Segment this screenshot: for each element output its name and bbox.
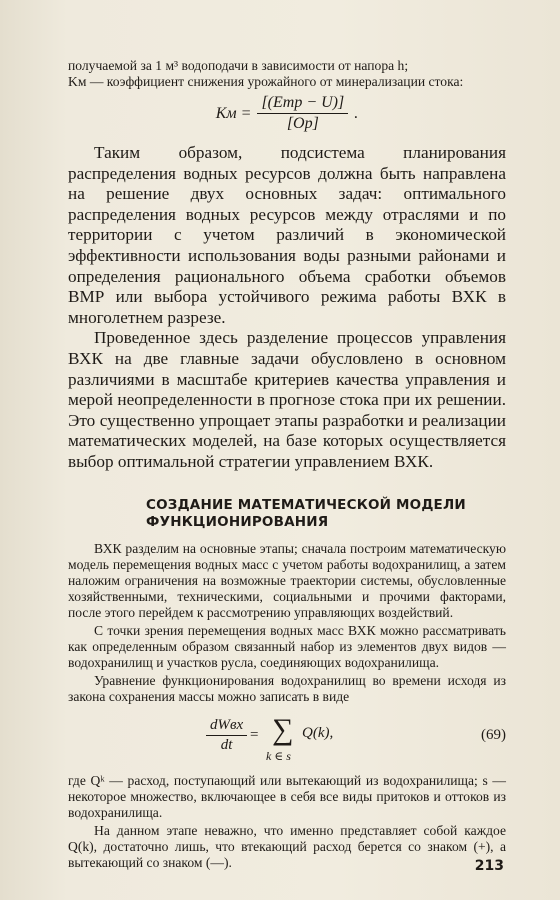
top-line-2: Kм — коэффициент снижения урожайного от минерализации стока: — [68, 74, 464, 89]
equation-69-sum-subscript: k ∈ s — [266, 748, 291, 763]
paragraph-large-1: Таким образом, подсистема планирования распределения водных ресурсов должна быть направлена на решение двух основных задач: оптимального распределения водных ресурсов между отраслями и по территории с учетом различий в экономической эффективности использования воды разными районами и определения рационального объема сработки объемов ВМР или выбора устойчивого режима работы ВХК в многолетнем разрезе. — [68, 143, 506, 327]
section-heading-line-2: ФУНКЦИОНИРОВАНИЯ — [146, 513, 329, 530]
formula-km-denominator: [Oр] — [286, 115, 319, 132]
paragraph-small-3: Уравнение функционирования водохранилищ во времени исходя из закона сохранения массы можно записать в виде — [68, 672, 506, 704]
paragraph-small-1: ВХК разделим на основные этапы; сначала построим математическую модель перемещения водных масс с учетом работы водохранилищ, а затем наложим ограничения на возможные траектории системы, обусловленные хозяйственными, техническими, социальными и прочими факторами, после этого перейдем к рассмотрению управляющих воздействий. — [68, 540, 506, 620]
top-line-1: получаемой за 1 м³ водоподачи в зависимости от напора h; — [68, 58, 409, 73]
formula-km-numerator: [(Eтр − U)] — [257, 94, 348, 114]
equation-69-number: (69) — [481, 726, 506, 743]
paragraph-after-2: На данном этапе неважно, что именно представляет собой каждое Q(k), достаточно лишь, что втекающий расход берется со знаком (+), а вытекающий со знаком (—). — [68, 822, 506, 870]
paragraph-after-1: где Qᵏ — расход, поступающий или вытекающий из водохранилища; s — некоторое множество, включающее в себя все виды притоков и оттоков из водохранилища. — [68, 772, 506, 820]
formula-km-tail: . — [354, 104, 359, 122]
equation-69-equals: = — [250, 726, 259, 743]
paragraph-small-2: С точки зрения перемещения водных масс ВХК можно рассматривать как определенным образом связанный набор из элементов двух видов — водохранилищ и участков русла, соединяющих водохранилища. — [68, 622, 506, 670]
equation-69-fraction — [206, 717, 247, 754]
page-number: 213 — [474, 858, 504, 874]
equation-69-rhs: Q(k), — [302, 724, 334, 741]
paragraph-large-2: Проведенное здесь разделение процессов управления ВХК на две главные задачи обусловлено в основном различиями в масштабе критериев качества управления и мерой неопределенности в прогнозе стока при их решении. Это существенно упрощает этапы разработки и реализации математических моделей, на базе которых осуществляется выбор оптимальной стратегии управлением ВХК. — [68, 328, 506, 471]
formula-km-fraction — [257, 94, 348, 133]
equation-69-sum-sign: ∑ — [272, 712, 294, 746]
formula-km — [68, 94, 506, 133]
equation-69-denominator: dt — [220, 736, 233, 753]
section-heading-line-1: СОЗДАНИЕ МАТЕМАТИЧЕСКОЙ МОДЕЛИ — [146, 496, 466, 513]
formula-km-lhs: Kм = — [215, 104, 252, 122]
equation-69-numerator: dWвх — [206, 717, 247, 736]
equation-69 — [68, 713, 506, 769]
section-heading — [146, 497, 506, 531]
